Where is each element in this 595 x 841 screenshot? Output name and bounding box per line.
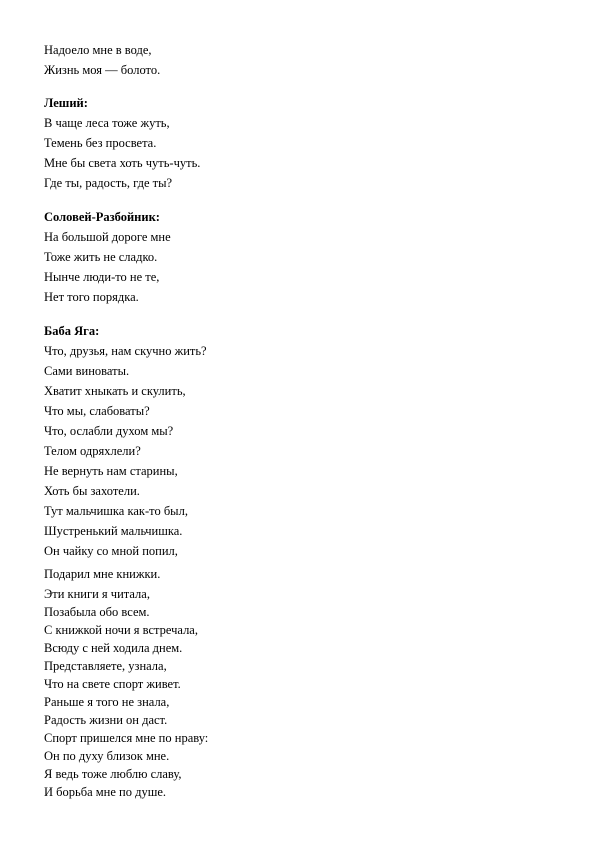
verse-line: Что мы, слабоваты? [44,404,150,418]
verse-line: Всюду с ней ходила днем. [44,641,183,655]
speaker-name: Баба Яга: [44,324,100,338]
verse-line: Позабыла обо всем. [44,605,150,619]
verse-line: Что на свете спорт живет. [44,677,181,691]
verse-line: Нынче люди-то не те, [44,270,160,284]
verse-line: В чаще леса тоже жуть, [44,116,170,130]
verse-line: Он по духу близок мне. [44,749,170,763]
verse-line: Спорт пришелся мне по нраву: [44,731,209,745]
verse-line: Телом одряхлели? [44,444,141,458]
verse-line: Эти книги я читала, [44,587,150,601]
verse-line: Раньше я того не знала, [44,695,170,709]
verse-line: Где ты, радость, где ты? [44,176,173,190]
verse-line: Представляете, узнала, [44,659,167,673]
verse-line: Я ведь тоже люблю славу, [44,767,182,781]
verse-line: Он чайку со мной попил, [44,544,178,558]
verse-line: Тут мальчишка как-то был, [44,504,188,518]
verse-line: Мне бы света хоть чуть-чуть. [44,156,201,170]
verse-line: С книжкой ночи я встречала, [44,623,198,637]
speaker-name: Соловей-Разбойник: [44,210,160,224]
verse-line: Сами виноваты. [44,364,130,378]
verse-line: Надоело мне в воде, [44,43,152,57]
verse-line: На большой дороге мне [44,230,171,244]
verse-line: И борьба мне по душе. [44,785,166,799]
verse-line: Хватит хныкать и скулить, [44,384,186,398]
verse-line: Что, друзья, нам скучно жить? [44,344,207,358]
verse-line: Шустренький мальчишка. [44,524,183,538]
verse-line: Не вернуть нам старины, [44,464,178,478]
verse-line: Жизнь моя — болото. [44,63,161,77]
verse-line: Нет того порядка. [44,290,139,304]
verse-line: Подарил мне книжки. [44,567,161,581]
verse-line: Тоже жить не сладко. [44,250,158,264]
verse-line: Что, ослабли духом мы? [44,424,174,438]
verse-line: Темень без просвета. [44,136,157,150]
speaker-name: Леший: [44,96,88,110]
verse-line: Хоть бы захотели. [44,484,140,498]
verse-line: Радость жизни он даст. [44,713,168,727]
